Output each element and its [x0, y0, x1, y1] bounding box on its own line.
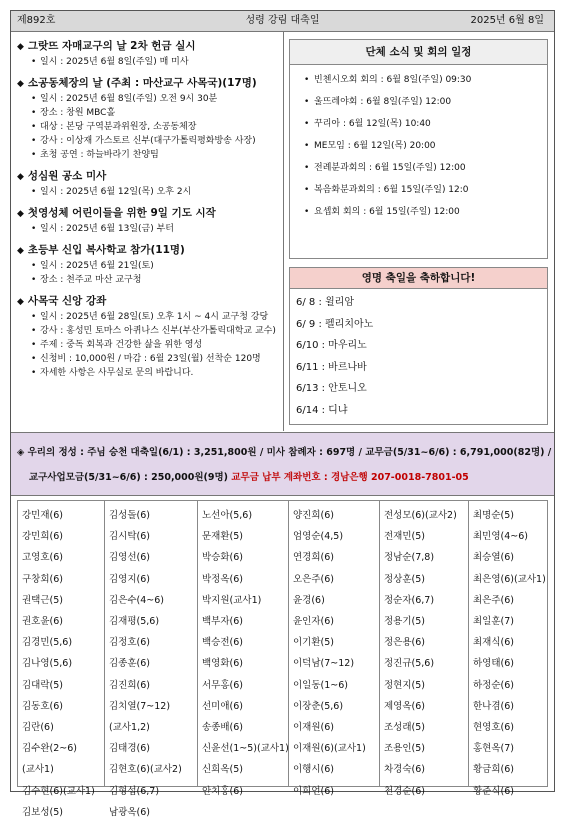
section-title-text: 초등부 신입 복사학교 참가(11명) [27, 244, 185, 256]
donor-name: 김대락(5) [22, 679, 63, 691]
donor-name: 이장춘(5,6) [293, 700, 344, 712]
section-title [17, 294, 279, 310]
donor-name: 강민재(6) [22, 510, 63, 521]
names-column [469, 501, 547, 797]
donor-name: 박지원(교사1) [202, 594, 262, 606]
bulletin-page [10, 10, 555, 818]
section-item: • 일시 : 2025년 6월 28일(토) 오후 1시 ~ 4시 교구청 강당 [31, 310, 279, 324]
announcements [17, 39, 279, 387]
donor-name: 김수현(6)(교사1) [22, 785, 95, 797]
names-column [289, 501, 380, 797]
donor-name: 정순자(6,7) [384, 594, 435, 606]
donor-name: 백영화(6) [202, 658, 243, 670]
section-item: • 자세한 사항은 사무실로 문의 바랍니다. [31, 366, 279, 380]
donor-name: 김나영(5,6) [22, 658, 73, 670]
donor-names-table [17, 500, 548, 818]
donor-name: 황준식(6) [473, 785, 514, 797]
diamond-bullet-icon: ◆ [17, 79, 24, 89]
section-item: • 일시 : 2025년 6월 12일(목) 오후 2시 [31, 185, 279, 199]
section-item: • 일시 : 2025년 6월 8일(주일) 매 미사 [31, 55, 279, 69]
feast-day-title: 영명 축일을 축하합니다! [290, 268, 547, 289]
donor-name: 남광옥(6) [109, 806, 150, 818]
donor-name: 최은주(6) [473, 594, 514, 606]
donor-name: 김현호(6)(교사2) [109, 764, 182, 776]
donor-name: 윤경(6) [293, 594, 325, 606]
section-title [17, 169, 279, 185]
feast-day-item: 6/13 : 안토니오 [296, 383, 367, 394]
donor-name: (교사1,2) [109, 722, 150, 734]
donor-name: 김형섭(6,7) [109, 785, 160, 797]
donor-name: 김수완(2~6) [22, 743, 77, 755]
donor-name: 백부자(6) [202, 616, 243, 628]
meeting-item: • 꾸리아 : 6월 12일(목) 10:40 [304, 113, 547, 135]
donor-name: 전성모(6)(교사2) [384, 510, 457, 521]
donor-name: 황금희(6) [473, 764, 514, 776]
donor-name: 이일동(1~6) [293, 679, 348, 691]
donor-name: 김종훈(6) [109, 658, 150, 670]
donor-name: 정진규(5,6) [384, 658, 435, 670]
offering-line-1 [17, 444, 551, 458]
announcement-section [17, 294, 279, 380]
donor-name: 선미애(6) [202, 700, 243, 712]
donor-name: 정상훈(5) [384, 573, 425, 585]
donor-name: 엄영순(4,5) [293, 531, 344, 543]
meeting-item: • 복음화분과회의 : 6월 15일(주일) 12:0 [304, 179, 547, 201]
donor-name: 송종배(6) [202, 722, 243, 734]
donor-name: 문재환(5) [202, 531, 243, 543]
section-title [17, 206, 279, 222]
donor-name: 구창회(6) [22, 573, 63, 585]
donor-name: 양진희(6) [293, 510, 334, 521]
meeting-item: • 요셉회 회의 : 6월 15일(주일) 12:00 [304, 201, 547, 223]
donor-name: 천경순(6) [384, 785, 425, 797]
feast-day-item: 6/10 : 마우리노 [296, 340, 367, 351]
offering-banner [11, 432, 554, 496]
donor-name: 차경숙(6) [384, 764, 425, 776]
diamond-bullet-icon: ◆ [17, 297, 24, 307]
donor-name: 정용기(5) [384, 616, 425, 628]
page-title: 성령 강림 대축일 [245, 15, 320, 26]
section-title [17, 76, 279, 92]
donor-name: 한나겸(6) [473, 700, 514, 712]
feast-day-item: 6/14 : 디냐 [296, 404, 348, 416]
meetings-title: 단체 소식 및 회의 일정 [290, 40, 547, 65]
donor-name: 김경민(5,6) [22, 637, 73, 649]
section-item: • 일시 : 2025년 6월 8일(주일) 오전 9시 30분 [31, 92, 279, 106]
donor-name: 이재원(6)(교사1) [293, 743, 366, 755]
donor-name: 오은주(6) [293, 573, 334, 585]
feast-day-item: 6/ 8 : 윌리암 [296, 297, 354, 308]
header-bar [11, 11, 554, 32]
issue-date: 2025년 6월 8일 [470, 15, 544, 26]
offering-text-1: 우리의 정성 : 주님 승천 대축일(6/1) : 3,251,800원 / 미사 참례자 : 697명 / 교무금(5/31~6/6) : 6,791,000(82명) / [27, 447, 552, 458]
announcement-section [17, 206, 279, 236]
section-item: • 강사 : 홍성민 토마스 아퀴나스 신부(부산가톨릭대학교 교수) [31, 324, 279, 338]
donor-name: 김재평(5,6) [109, 616, 160, 628]
section-title-text: 첫영성체 어린이들을 위한 9일 기도 시작 [27, 207, 216, 219]
donor-name: 신희옥(5) [202, 764, 243, 776]
diamond-bullet-icon: ◆ [17, 209, 24, 219]
section-item: • 일시 : 2025년 6월 13일(금) 부터 [31, 222, 279, 236]
donor-name: 이덕남(7~12) [293, 658, 355, 670]
column-divider [283, 31, 284, 431]
issue-number: 제892호 [17, 15, 56, 26]
donor-name: 안치홍(6) [202, 785, 243, 797]
diamond-bullet-icon: ◆ [17, 172, 24, 182]
donor-name: 김시탁(6) [109, 531, 150, 543]
section-title [17, 39, 279, 55]
donor-name: 고영호(6) [22, 552, 63, 564]
diamond-bullet-icon: ◆ [17, 42, 24, 52]
donor-name: 최재식(6) [473, 637, 514, 649]
section-title-text: 성심원 공소 미사 [27, 170, 107, 182]
section-item: • 주제 : 중독 회복과 건강한 삶을 위한 영성 [31, 338, 279, 352]
donor-name: 최명순(5) [473, 510, 514, 521]
donor-name: 노선아(5,6) [202, 510, 253, 521]
feast-day-item: 6/11 : 바르나바 [296, 361, 367, 373]
donor-name: 권호윤(6) [22, 616, 63, 628]
donor-name: 조용인(5) [384, 743, 425, 755]
meeting-item: • 빈첸시오회 회의 : 6월 8일(주일) 09:30 [304, 69, 547, 91]
announcement-section [17, 243, 279, 287]
names-column [105, 501, 198, 818]
donor-name: 김영선(6) [109, 552, 150, 564]
diamond-bullet-icon: ◆ [17, 246, 24, 256]
donor-name: 김동호(6) [22, 700, 63, 712]
donor-name: 윤인자(6) [293, 616, 334, 628]
donor-name: 김영지(6) [109, 573, 150, 585]
donor-name: 최민영(4~6) [473, 531, 528, 543]
section-item: • 초청 공연 : 하늘바라기 찬양팀 [31, 148, 279, 162]
donor-name: 최은영(6)(교사1) [473, 573, 546, 585]
donor-name: 김진희(6) [109, 679, 150, 691]
donor-name: 정현지(5) [384, 679, 425, 691]
bank-account: 교무금 납부 계좌번호 : 경남은행 207-0018-7801-05 [231, 472, 469, 483]
donor-name: 이행시(6) [293, 764, 334, 776]
donor-name: 홍현옥(7) [473, 743, 514, 755]
feast-day-item: 6/ 9 : 펠리치아노 [296, 318, 374, 330]
donor-name: 김치열(7~12) [109, 700, 171, 712]
donor-name: 전재민(5) [384, 531, 425, 543]
donor-name: 현영호(6) [473, 722, 514, 734]
donor-name: 박정옥(6) [202, 573, 243, 585]
donor-name: 최승열(6) [473, 552, 514, 564]
donor-name: 김태경(6) [109, 743, 150, 755]
donor-name: 하정순(6) [473, 679, 514, 691]
donor-name: 신윤선(1~5)(교사1) [202, 743, 289, 755]
section-item: • 대상 : 본당 구역분과위원장, 소공동체장 [31, 120, 279, 134]
donor-name: 서무홍(6) [202, 679, 243, 691]
section-title [17, 243, 279, 259]
section-item: • 강사 : 이상재 가스토르 신부(대구가톨릭평화방송 사장) [31, 134, 279, 148]
section-item: • 일시 : 2025년 6월 21일(토) [31, 259, 279, 273]
donor-name: 조성래(5) [384, 722, 425, 734]
section-item: • 신청비 : 10,000원 / 마감 : 6월 23일(월) 선착순 120명 [31, 352, 279, 366]
donor-name: 김보성(5) [22, 806, 63, 818]
donor-name: 백승전(6) [202, 637, 243, 649]
feast-day-box [289, 267, 548, 425]
section-item: • 장소 : 창원 MBC홀 [31, 106, 279, 120]
names-column [380, 501, 469, 797]
meetings-box [289, 39, 548, 259]
names-column [18, 501, 105, 818]
meeting-item: • 울뜨레야회 : 6월 8일(주일) 12:00 [304, 91, 547, 113]
donor-name: 하영태(6) [473, 658, 514, 670]
meeting-item: • ME모임 : 6월 12일(목) 20:00 [304, 135, 547, 157]
names-column [198, 501, 289, 797]
section-title-text: 소공동체장의 날 (주최 : 마산교구 사목국)(17명) [27, 77, 257, 89]
offering-line-2 [29, 469, 469, 483]
diamond-icon: ◈ [17, 447, 25, 458]
donor-name: 제영옥(6) [384, 700, 425, 712]
section-title-text: 그랏뜨 자매교구의 날 2차 헌금 실시 [27, 40, 196, 52]
donor-name: 강민희(6) [22, 531, 63, 543]
donor-name: 정은용(6) [384, 637, 425, 649]
announcement-section [17, 39, 279, 69]
meeting-item: • 전례분과회의 : 6월 15일(주일) 12:00 [304, 157, 547, 179]
section-item: • 장소 : 천주교 마산 교구청 [31, 273, 279, 287]
donor-name: 김성돌(6) [109, 510, 150, 521]
donor-name: 이희언(6) [293, 785, 334, 797]
announcement-section [17, 76, 279, 162]
donor-name: 정남순(7,8) [384, 552, 435, 564]
announcement-section [17, 169, 279, 199]
donor-name: 이재원(6) [293, 722, 334, 734]
diocese-collection: 교구사업모금(5/31~6/6) : 250,000원(9명) [29, 472, 232, 483]
donor-name: 연경희(6) [293, 552, 334, 564]
meetings-list [290, 65, 547, 223]
donor-name: (교사1) [22, 764, 54, 776]
feast-day-list [290, 289, 547, 421]
donor-name: 김은수(4~6) [109, 594, 164, 606]
section-title-text: 사목국 신앙 강좌 [27, 295, 107, 307]
donor-name: 박승화(6) [202, 552, 243, 564]
donor-name: 김정호(6) [109, 637, 150, 649]
donor-name: 이기환(5) [293, 637, 334, 649]
donor-name: 김란(6) [22, 722, 54, 734]
donor-name: 권택근(5) [22, 594, 63, 606]
donor-name: 최일훈(7) [473, 616, 514, 628]
